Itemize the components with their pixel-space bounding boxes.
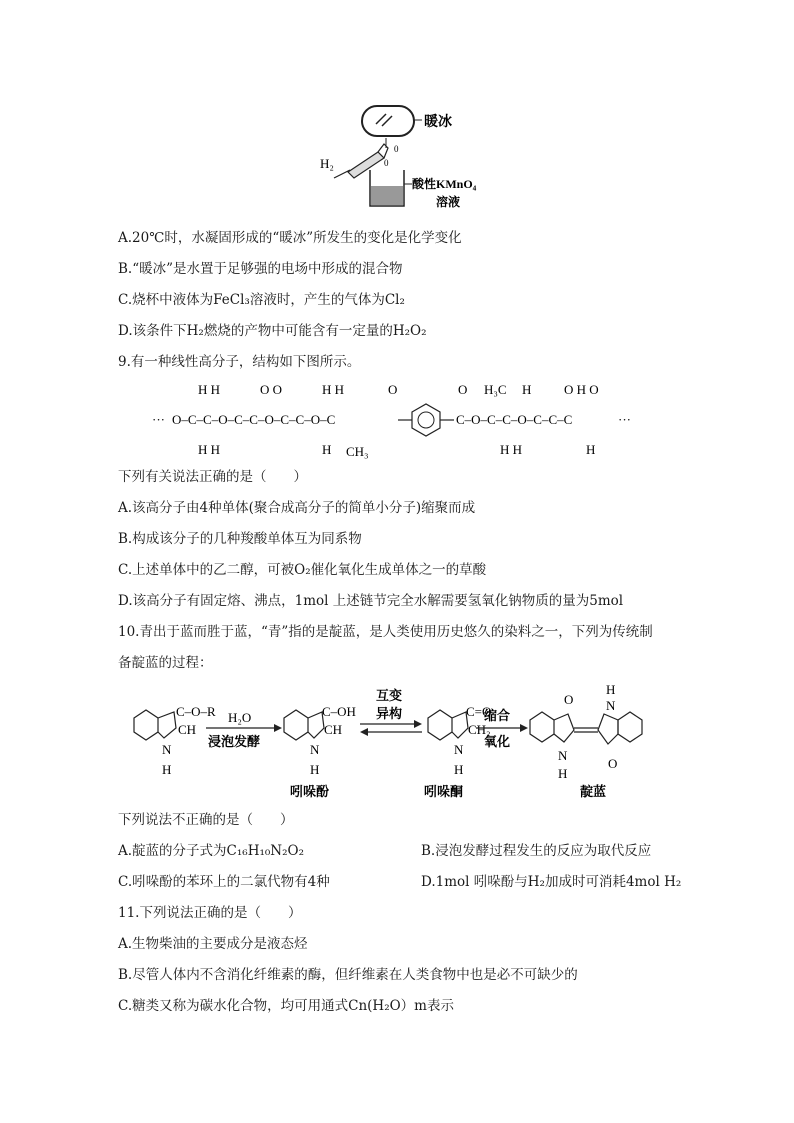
solution-label-2: 溶液 bbox=[436, 195, 461, 209]
indigo-benzene-right bbox=[618, 712, 642, 742]
indoxyl-ch: CH bbox=[324, 722, 343, 737]
arrow-1-bottom-label: 浸泡发酵 bbox=[208, 734, 261, 749]
beaker-liquid bbox=[371, 186, 403, 205]
q9-option-d: D.该高分子有固定熔、沸点，1mol 上述链节完全水解需要氢氧化钠物质的量为5mol bbox=[118, 593, 624, 609]
arrow-3-head bbox=[520, 724, 528, 732]
indigo-nh-left: N bbox=[558, 748, 568, 763]
indoxyl-ether-nh: N bbox=[162, 742, 172, 757]
indoxyl-ketone-nh-h: H bbox=[454, 762, 464, 777]
ice-label: 暖冰 bbox=[424, 115, 452, 130]
arrow-2-bottom-label: 异构 bbox=[376, 706, 403, 721]
polymer-h-bottom: H H bbox=[198, 442, 221, 457]
indigo-name: 靛蓝 bbox=[580, 784, 607, 799]
indoxyl-ether-substituent: C–O–R bbox=[176, 704, 216, 719]
polymer-h-bottom-2: H bbox=[322, 442, 332, 457]
q10-stem-cont: 备靛蓝的过程： bbox=[118, 655, 213, 671]
q8-option-a: A.20℃时，水凝固形成的“暖冰”所发生的变化是化学变化 bbox=[118, 230, 462, 246]
q10-option-b: B.浸泡发酵过程发生的反应为取代反应 bbox=[421, 843, 652, 859]
arrow-1-head bbox=[274, 724, 282, 732]
q10-option-c: C.吲哚酚的苯环上的二氯代物有4种 bbox=[118, 874, 330, 890]
gas-arrow bbox=[334, 170, 350, 178]
arrow-1-top-label: H₂O bbox=[228, 710, 252, 725]
q10-stem: 10.青出于蓝而胜于蓝，“青”指的是靛蓝，是人类使用历史悠久的染料之一，下列为传统制 bbox=[118, 624, 653, 640]
ice-apparatus-figure bbox=[300, 98, 500, 218]
gas-label: H₂ bbox=[320, 156, 334, 171]
indigo-o-left: O bbox=[564, 692, 574, 707]
polymer-o-top-3: O bbox=[388, 382, 398, 397]
q11-option-a: A.生物柴油的主要成分是液态烃 bbox=[118, 936, 308, 952]
benzene-ring-inner bbox=[418, 412, 434, 428]
q8-option-c: C.烧杯中液体为FeCl₃溶液时，产生的气体为Cl₂ bbox=[118, 292, 405, 308]
indigo-synthesis-scheme bbox=[124, 684, 674, 804]
q10-option-d: D.1mol 吲哚酚与H₂加成时可消耗4mol H₂ bbox=[421, 874, 682, 890]
indoxyl-ether-ch: CH bbox=[178, 722, 197, 737]
methyl-top: H₃C bbox=[484, 382, 507, 397]
indoxyl-ketone-benzene bbox=[428, 710, 452, 740]
q11-option-b: B.尽管人体内不含消化纤维素的酶，但纤维素在人类食物中也是必不可缺少的 bbox=[118, 967, 578, 983]
indoxyl-ketone-co: C=O bbox=[466, 704, 492, 719]
indigo-nh-right-h: H bbox=[606, 684, 616, 697]
indigo-ring-right bbox=[598, 714, 618, 744]
indoxyl-nh-h: H bbox=[310, 762, 320, 777]
polymer-h-bottom-5: H bbox=[586, 442, 596, 457]
indoxyl-ether-nh-h: H bbox=[162, 762, 172, 777]
chain-end-right: ··· bbox=[618, 412, 631, 427]
polymer-structure bbox=[150, 378, 650, 462]
methyl-label: CH₃ bbox=[346, 444, 369, 459]
indigo-ring-left bbox=[554, 714, 574, 742]
q9-option-c: C.上述单体中的乙二醇，可被O₂催化氧化生成单体之一的草酸 bbox=[118, 562, 487, 578]
indigo-benzene-left bbox=[530, 712, 554, 742]
polymer-o-top: O O bbox=[260, 382, 283, 397]
polymer-o-top-4: O bbox=[458, 382, 468, 397]
indigo-nh-left-h: H bbox=[558, 766, 568, 781]
indoxyl-ketone-nh: N bbox=[454, 742, 464, 757]
indigo-nh-right: N bbox=[606, 698, 616, 713]
q10-prompt: 下列说法不正确的是（ ） bbox=[118, 812, 294, 828]
chain-end-left: ··· bbox=[152, 412, 165, 427]
indoxyl-ketone-ch2: CH₂ bbox=[468, 722, 491, 737]
q9-prompt: 下列有关说法正确的是（ ） bbox=[118, 469, 307, 485]
arrow-3-bottom-label: 氧化 bbox=[484, 734, 511, 749]
arrow-2-reverse-head bbox=[360, 728, 368, 736]
polymer-h-top-4: H bbox=[522, 382, 532, 397]
q10-option-a: A.靛蓝的分子式为C₁₆H₁₀N₂O₂ bbox=[118, 843, 304, 859]
benzene-ring bbox=[412, 404, 440, 436]
indoxyl-oh: C–OH bbox=[322, 704, 356, 719]
polymer-h-bottom-4: H H bbox=[500, 442, 523, 457]
gas-tube bbox=[348, 152, 384, 178]
polymer-o-top-5: O H O bbox=[564, 382, 599, 397]
indoxyl-benzene bbox=[284, 710, 308, 740]
arrow-2-forward-head bbox=[414, 720, 422, 728]
indoxyl-nh: N bbox=[310, 742, 320, 757]
polymer-chain-part: O–C–C–O–C–C–O–C–C–O–C bbox=[172, 412, 336, 427]
q8-option-d: D.该条件下H₂燃烧的产物中可能含有一定量的H₂O₂ bbox=[118, 323, 427, 339]
drip-mark: 0 bbox=[384, 158, 389, 168]
q11-option-c: C.糖类又称为碳水化合物，均可用通式Cn(H₂O）m表示 bbox=[118, 998, 454, 1014]
indoxyl-ketone-name: 吲哚酮 bbox=[424, 784, 464, 799]
polymer-chain-part-2: C–O–C–C–O–C–C–C bbox=[456, 412, 573, 427]
flame-mark: 0 bbox=[394, 144, 399, 154]
indoxyl-ether-ring bbox=[158, 712, 176, 738]
polymer-h-top: H H bbox=[198, 382, 221, 397]
indigo-o-right: O bbox=[608, 756, 618, 771]
q11-stem: 11.下列说法正确的是（ ） bbox=[118, 905, 302, 921]
arrow-2-top-label: 互变 bbox=[376, 688, 403, 703]
q9-option-b: B.构成该分子的几种羧酸单体互为同系物 bbox=[118, 531, 362, 547]
q8-option-b: B.“暖冰”是水置于足够强的电场中形成的混合物 bbox=[118, 261, 403, 277]
indoxyl-ether-benzene bbox=[134, 710, 158, 740]
q9-stem: 9.有一种线性高分子，结构如下图所示。 bbox=[118, 354, 361, 370]
arrow-3-top-label: 缩合 bbox=[484, 708, 511, 723]
q9-option-a: A.该高分子由4种单体(聚合成高分子的简单小分子)缩聚而成 bbox=[118, 500, 476, 516]
indoxyl-name: 吲哚酚 bbox=[290, 784, 330, 799]
solution-label: 酸性KMnO₄ bbox=[412, 177, 477, 191]
polymer-h-top-2: H H bbox=[322, 382, 345, 397]
